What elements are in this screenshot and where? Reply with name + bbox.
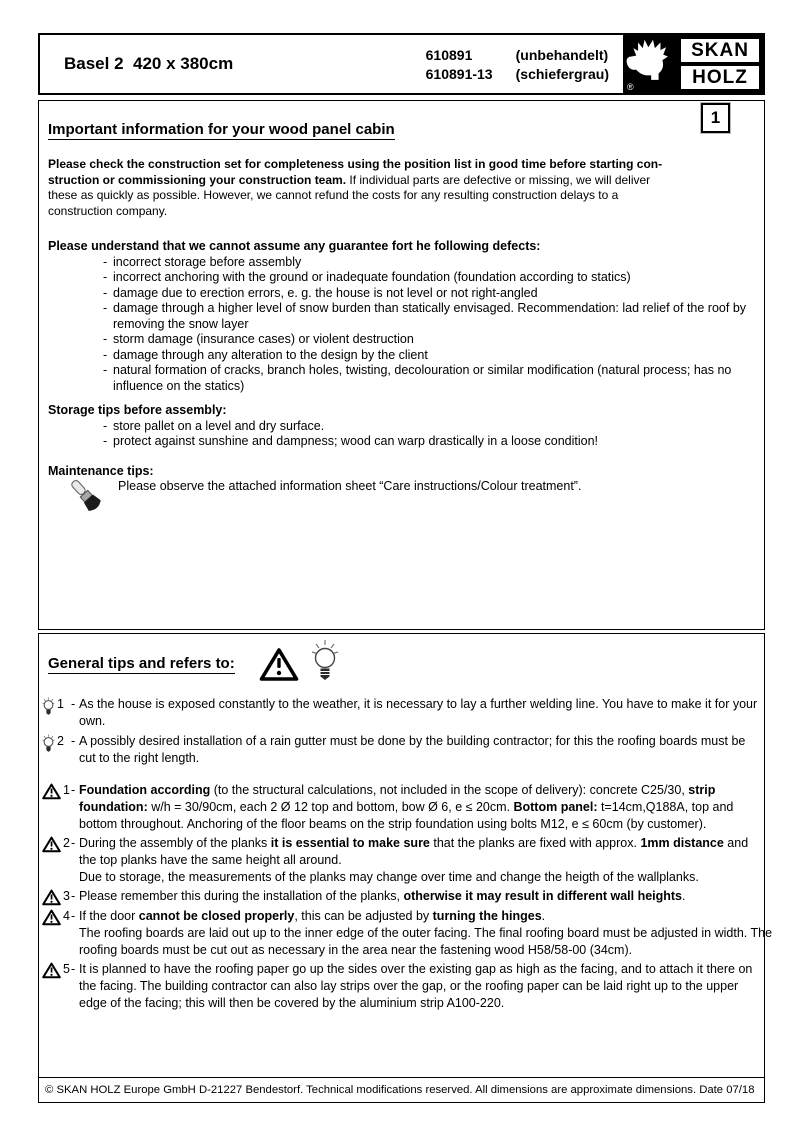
lightbulb-icon	[42, 697, 55, 717]
maintenance-note: Please observe the attached information sheet “Care instructions/Colour treatment”.	[118, 479, 582, 493]
list-item: - incorrect storage before assembly	[103, 254, 302, 269]
tip-item: 1 - As the house is exposed constantly to the weather, it is necessary to lay a further welding line. You have to make it for your own.	[42, 696, 760, 730]
footer	[38, 1078, 765, 1103]
logo-word-holz: HOLZ	[680, 65, 760, 90]
warning-triangle-icon	[259, 647, 299, 682]
list-item: - damage through a higher level of snow burden than statically envisaged. Recommendation: lad relief of the roof by removing the snow layer	[103, 301, 747, 331]
warning-triangle-icon	[42, 962, 61, 979]
copyright-text: © SKAN HOLZ Europe GmbH D-21227 Bendestorf. Technical modifications reserved. All dimensions are approximate dimensions. Date 07/18	[45, 1084, 755, 1096]
list-item: - damage due to erection errors, e. g. the house is not level or not right-angled	[103, 285, 538, 300]
list-item: - store pallet on a level and dry surface.	[103, 418, 325, 433]
registered-mark: ®	[627, 82, 634, 92]
warning-item: 4 - If the door cannot be closed properly, this can be adjusted by turning the hinges. The roofing boards are laid out up to the inner edge of the outer facing. The final roofing board must be adjusted in width. The roofing boards must be cut out as necessary in the area near the fastening wood H58/58-00 (34cm).	[42, 908, 760, 959]
article-code: 610891	[425, 46, 473, 63]
storage-list	[48, 419, 758, 450]
maintenance-block	[48, 464, 758, 495]
warning-triangle-icon	[42, 783, 61, 800]
warning-item: 1 - Foundation according (to the structural calculations, not included in the scope of delivery): concrete C25/30, strip foundation: w/h = 30/90cm, each 2 Ø 12 top and bottom, bow Ø 6, e ≤ 20cm. Bottom panel: t=14cm,Q188A, top and bottom throughout. Anchoring of the floor beams on the strip foundation using bolts M12, e ≤ 60cm (by customer).	[42, 782, 760, 833]
intro-paragraph: Please check the construction set for completeness using the position list in good time before starting con- struction or commissioning your construction team. If individual parts are defective or missing, we will deliver these as quickly as possible. However, we cannot refund the costs for any resulting construction delays to a construction company.	[48, 157, 663, 218]
logo-word-skan: SKAN	[680, 38, 760, 63]
defects-list	[48, 255, 758, 395]
list-item: - protect against sunshine and dampness; wood can warp drastically in a loose condition!	[103, 434, 599, 448]
tips-title: General tips and refers to:	[48, 654, 235, 672]
list-item: - incorrect anchoring with the ground or inadequate foundation (foundation according to statics)	[103, 270, 631, 284]
warning-triangle-icon	[42, 909, 61, 926]
warning-item: 2 - During the assembly of the planks it is essential to make sure that the planks are fixed with approx. 1mm distance and the top planks have the same height all around. Due to storage, the measurements of the planks may change over time and change the heigth of the wallplanks.	[42, 835, 760, 886]
header	[38, 33, 765, 95]
warning-triangle-icon	[42, 889, 61, 906]
storage-heading: Storage tips before assembly:	[48, 403, 227, 417]
warning-item: 5 - It is planned to have the roofing paper go up the sides over the existing gap as high as the facing, and to attach it there on the facing. The building contractor can also lay strips over the gap, or the roofing paper can be laid right up to the upper edge of the facing; this will then be covered by the aluminium strip A100-220.	[42, 961, 760, 1012]
paintbrush-icon	[68, 476, 106, 518]
maintenance-heading: Maintenance tips:	[48, 463, 154, 478]
guarantee-heading: Please understand that we cannot assume any guarantee fort he following defects:	[48, 239, 541, 253]
article-numbers	[426, 47, 609, 82]
warning-triangle-icon	[42, 836, 61, 853]
warning-item: 3 - Please remember this during the installation of the planks, otherwise it may result in different wall heights.	[42, 888, 760, 906]
lightbulb-icon	[311, 639, 339, 683]
list-item: - damage through any alteration to the design by the client	[103, 347, 428, 362]
lightbulb-icon	[42, 734, 55, 754]
general-tips-section	[38, 633, 773, 1078]
section-title: Important information for your wood panel cabin	[48, 121, 395, 138]
tips-heading-row	[48, 642, 760, 686]
logo-wordmark	[680, 38, 760, 90]
product-title: Basel 2 420 x 380cm	[64, 54, 234, 73]
list-item: - natural formation of cracks, branch holes, twisting, decolouration or similar modification (natural process; has no influence on the statics)	[103, 363, 732, 393]
article-variant: (schiefergrau)	[515, 65, 609, 82]
list-item: - storm damage (insurance cases) or violent destruction	[103, 332, 414, 346]
skanholz-logo	[623, 35, 763, 93]
important-section	[38, 100, 765, 630]
article-variant: (unbehandelt)	[515, 46, 609, 63]
article-code: 610891-13	[425, 65, 493, 82]
tip-item: 2 - A possibly desired installation of a rain gutter must be done by the building contractor; for this the roofing boards must be cut to the right length.	[42, 733, 760, 767]
page-number-badge: 1	[701, 103, 730, 133]
